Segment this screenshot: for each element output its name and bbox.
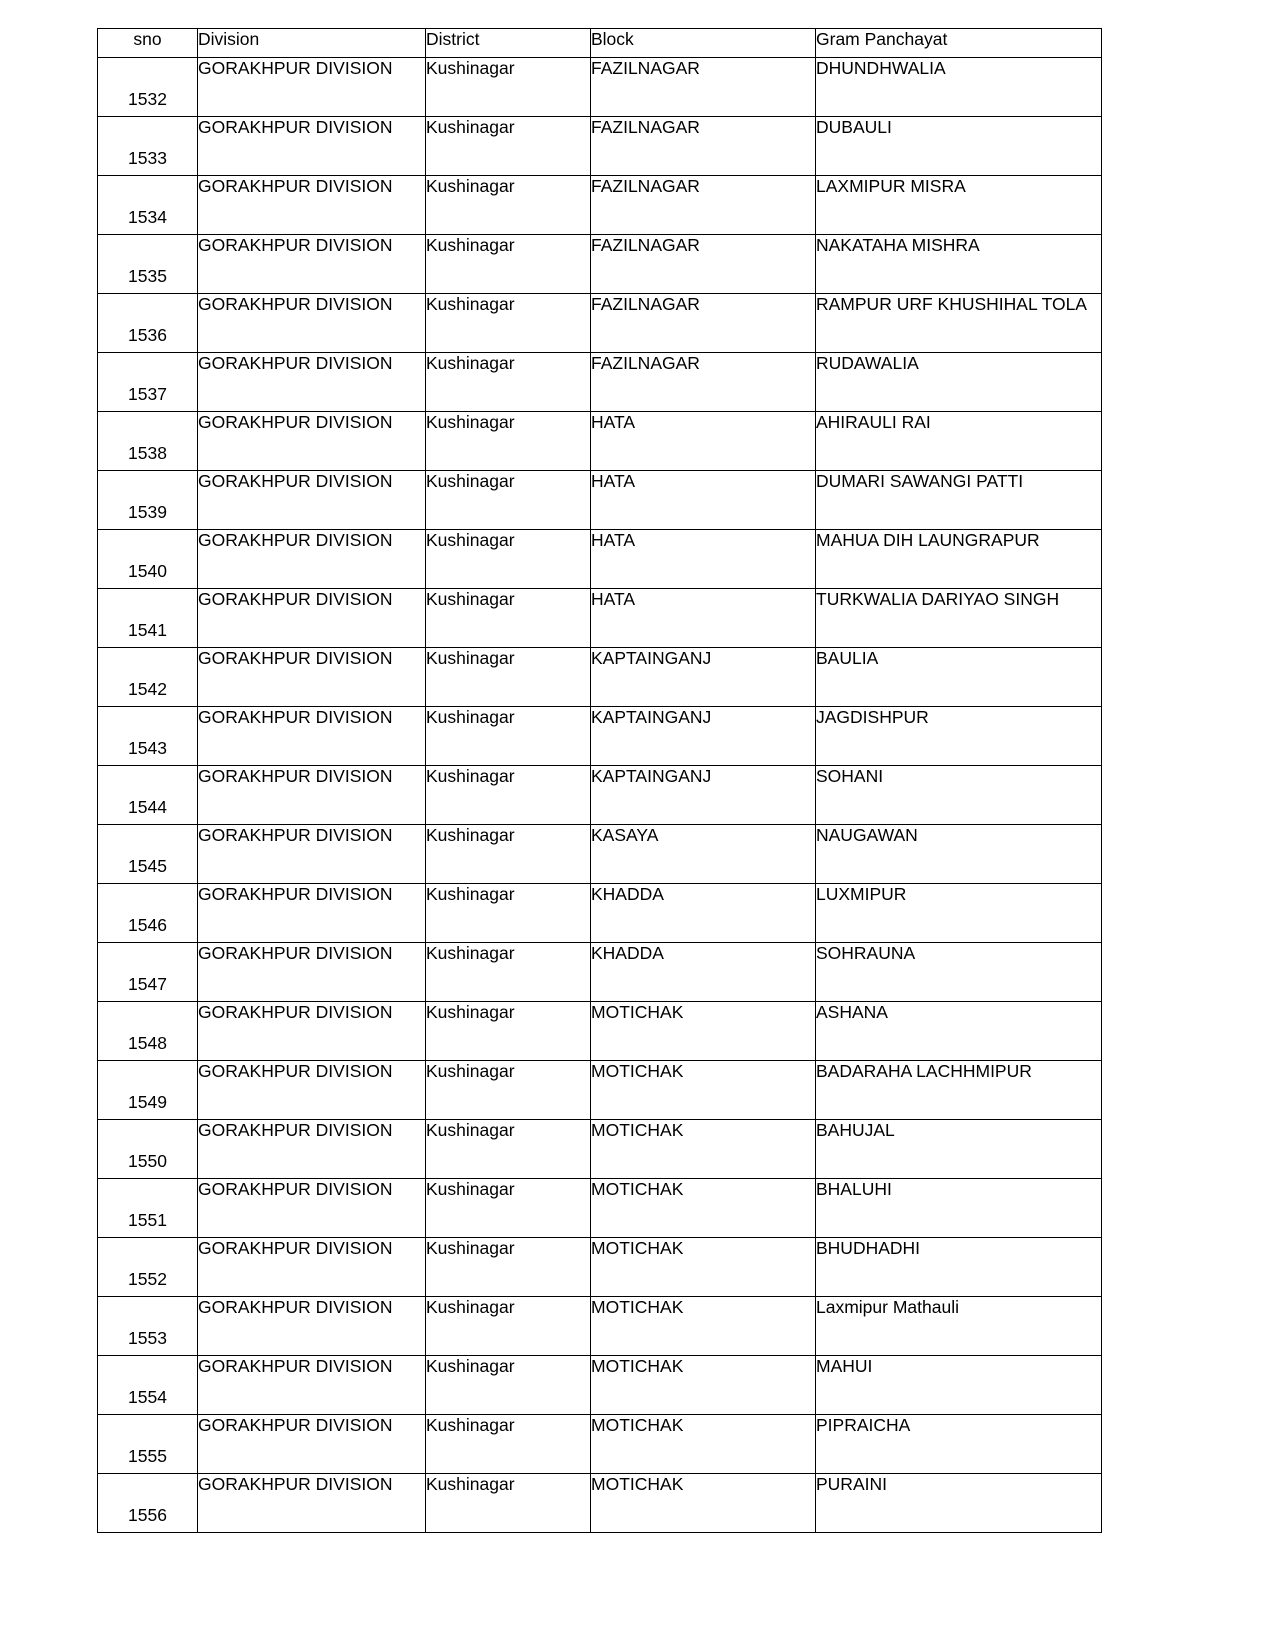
cell-district-text: Kushinagar xyxy=(426,58,515,78)
table-header-row xyxy=(98,29,1102,58)
cell-division-text: GORAKHPUR DIVISION xyxy=(198,117,393,137)
cell-gram-panchayat xyxy=(816,1179,1102,1238)
cell-district xyxy=(426,1415,591,1474)
cell-gram-panchayat-text: AHIRAULI RAI xyxy=(816,412,931,432)
table-row xyxy=(98,1179,1102,1238)
cell-division xyxy=(198,1061,426,1120)
cell-gram-panchayat xyxy=(816,648,1102,707)
cell-division xyxy=(198,589,426,648)
cell-district-text: Kushinagar xyxy=(426,1238,515,1258)
cell-block xyxy=(591,884,816,943)
cell-district xyxy=(426,294,591,353)
cell-division-text: GORAKHPUR DIVISION xyxy=(198,589,393,609)
cell-district-text: Kushinagar xyxy=(426,943,515,963)
cell-district xyxy=(426,471,591,530)
cell-block-text: KAPTAINGANJ xyxy=(591,648,712,668)
cell-division xyxy=(198,353,426,412)
cell-sno: 1535 xyxy=(98,235,198,294)
cell-division-text: GORAKHPUR DIVISION xyxy=(198,1297,393,1317)
cell-district-text: Kushinagar xyxy=(426,1002,515,1022)
cell-division-text: GORAKHPUR DIVISION xyxy=(198,412,393,432)
cell-block xyxy=(591,58,816,117)
cell-division-text: GORAKHPUR DIVISION xyxy=(198,1179,393,1199)
table-row xyxy=(98,1297,1102,1356)
cell-block xyxy=(591,353,816,412)
cell-district-text: Kushinagar xyxy=(426,589,515,609)
cell-district xyxy=(426,766,591,825)
table-row xyxy=(98,884,1102,943)
cell-gram-panchayat-text: RAMPUR URF KHUSHIHAL TOLA xyxy=(816,294,1087,314)
cell-gram-panchayat xyxy=(816,589,1102,648)
cell-district xyxy=(426,530,591,589)
cell-sno: 1546 xyxy=(98,884,198,943)
cell-division-text: GORAKHPUR DIVISION xyxy=(198,58,393,78)
cell-block xyxy=(591,707,816,766)
cell-gram-panchayat xyxy=(816,1356,1102,1415)
cell-block-text: MOTICHAK xyxy=(591,1356,684,1376)
cell-block xyxy=(591,1415,816,1474)
table-row xyxy=(98,943,1102,1002)
cell-block xyxy=(591,412,816,471)
cell-gram-panchayat-text: RUDAWALIA xyxy=(816,353,919,373)
cell-block-text: FAZILNAGAR xyxy=(591,294,700,314)
cell-gram-panchayat-text: LAXMIPUR MISRA xyxy=(816,176,966,196)
cell-sno: 1543 xyxy=(98,707,198,766)
cell-block-text: HATA xyxy=(591,471,636,491)
cell-gram-panchayat-text: DHUNDHWALIA xyxy=(816,58,946,78)
cell-sno: 1548 xyxy=(98,1002,198,1061)
cell-district xyxy=(426,648,591,707)
cell-division-text: GORAKHPUR DIVISION xyxy=(198,825,393,845)
cell-division xyxy=(198,943,426,1002)
cell-district xyxy=(426,58,591,117)
cell-district xyxy=(426,1179,591,1238)
cell-division-text: GORAKHPUR DIVISION xyxy=(198,471,393,491)
cell-sno: 1553 xyxy=(98,1297,198,1356)
cell-division xyxy=(198,1002,426,1061)
cell-block-text: FAZILNAGAR xyxy=(591,176,700,196)
table-row xyxy=(98,530,1102,589)
cell-gram-panchayat xyxy=(816,412,1102,471)
cell-division-text: GORAKHPUR DIVISION xyxy=(198,648,393,668)
cell-sno: 1547 xyxy=(98,943,198,1002)
cell-division xyxy=(198,471,426,530)
cell-block-text: MOTICHAK xyxy=(591,1002,684,1022)
cell-district-text: Kushinagar xyxy=(426,1179,515,1199)
cell-block-text: FAZILNAGAR xyxy=(591,58,700,78)
cell-gram-panchayat-text: PIPRAICHA xyxy=(816,1415,911,1435)
cell-sno: 1549 xyxy=(98,1061,198,1120)
cell-division xyxy=(198,648,426,707)
cell-block-text: FAZILNAGAR xyxy=(591,353,700,373)
table-row xyxy=(98,1474,1102,1533)
cell-gram-panchayat-text: DUMARI SAWANGI PATTI xyxy=(816,471,1024,491)
cell-block xyxy=(591,1179,816,1238)
cell-sno: 1551 xyxy=(98,1179,198,1238)
cell-block-text: MOTICHAK xyxy=(591,1474,684,1494)
cell-district-text: Kushinagar xyxy=(426,412,515,432)
cell-district xyxy=(426,1297,591,1356)
cell-division xyxy=(198,235,426,294)
cell-gram-panchayat xyxy=(816,766,1102,825)
cell-gram-panchayat xyxy=(816,943,1102,1002)
cell-district xyxy=(426,235,591,294)
cell-block xyxy=(591,589,816,648)
cell-block-text: HATA xyxy=(591,412,636,432)
cell-division xyxy=(198,825,426,884)
cell-gram-panchayat xyxy=(816,294,1102,353)
column-header-sno: sno xyxy=(98,29,198,58)
cell-division-text: GORAKHPUR DIVISION xyxy=(198,707,393,727)
cell-gram-panchayat-text: DUBAULI xyxy=(816,117,892,137)
cell-district xyxy=(426,117,591,176)
cell-block xyxy=(591,1356,816,1415)
cell-gram-panchayat-text: BADARAHA LACHHMIPUR xyxy=(816,1061,1032,1081)
cell-block-text: HATA xyxy=(591,589,636,609)
cell-division xyxy=(198,1415,426,1474)
cell-gram-panchayat xyxy=(816,58,1102,117)
cell-block xyxy=(591,766,816,825)
cell-sno: 1538 xyxy=(98,412,198,471)
cell-sno: 1541 xyxy=(98,589,198,648)
cell-gram-panchayat xyxy=(816,176,1102,235)
table-row xyxy=(98,1002,1102,1061)
cell-block xyxy=(591,176,816,235)
cell-sno: 1555 xyxy=(98,1415,198,1474)
cell-division xyxy=(198,1474,426,1533)
cell-gram-panchayat xyxy=(816,235,1102,294)
cell-block-text: MOTICHAK xyxy=(591,1061,684,1081)
cell-block-text: HATA xyxy=(591,530,636,550)
column-header-gram-panchayat: Gram Panchayat xyxy=(816,29,1102,58)
cell-district-text: Kushinagar xyxy=(426,294,515,314)
cell-district-text: Kushinagar xyxy=(426,825,515,845)
cell-district-text: Kushinagar xyxy=(426,530,515,550)
cell-sno: 1540 xyxy=(98,530,198,589)
table-row xyxy=(98,1061,1102,1120)
cell-sno: 1544 xyxy=(98,766,198,825)
table-row xyxy=(98,1356,1102,1415)
cell-block xyxy=(591,943,816,1002)
cell-district-text: Kushinagar xyxy=(426,471,515,491)
table-row xyxy=(98,1120,1102,1179)
table-row xyxy=(98,1415,1102,1474)
cell-sno: 1534 xyxy=(98,176,198,235)
cell-sno: 1533 xyxy=(98,117,198,176)
cell-sno: 1536 xyxy=(98,294,198,353)
cell-division-text: GORAKHPUR DIVISION xyxy=(198,176,393,196)
cell-block-text: MOTICHAK xyxy=(591,1120,684,1140)
cell-gram-panchayat xyxy=(816,1238,1102,1297)
cell-district xyxy=(426,1120,591,1179)
cell-district-text: Kushinagar xyxy=(426,707,515,727)
cell-division xyxy=(198,707,426,766)
cell-gram-panchayat xyxy=(816,471,1102,530)
cell-division-text: GORAKHPUR DIVISION xyxy=(198,1356,393,1376)
cell-sno: 1537 xyxy=(98,353,198,412)
cell-gram-panchayat-text: BAHUJAL xyxy=(816,1120,895,1140)
column-header-district: District xyxy=(426,29,591,58)
cell-block-text: KHADDA xyxy=(591,884,664,904)
cell-division-text: GORAKHPUR DIVISION xyxy=(198,294,393,314)
cell-sno: 1539 xyxy=(98,471,198,530)
cell-block xyxy=(591,1120,816,1179)
cell-block-text: KASAYA xyxy=(591,825,659,845)
cell-district xyxy=(426,884,591,943)
cell-division xyxy=(198,1356,426,1415)
cell-gram-panchayat-text: NAKATAHA MISHRA xyxy=(816,235,980,255)
cell-gram-panchayat-text: SOHRAUNA xyxy=(816,943,916,963)
cell-district-text: Kushinagar xyxy=(426,1297,515,1317)
cell-district-text: Kushinagar xyxy=(426,1415,515,1435)
cell-gram-panchayat xyxy=(816,1474,1102,1533)
cell-block-text: FAZILNAGAR xyxy=(591,235,700,255)
cell-district xyxy=(426,353,591,412)
cell-gram-panchayat xyxy=(816,530,1102,589)
column-header-block: Block xyxy=(591,29,816,58)
cell-division xyxy=(198,1179,426,1238)
cell-block xyxy=(591,825,816,884)
table-row xyxy=(98,353,1102,412)
cell-division xyxy=(198,530,426,589)
cell-sno: 1545 xyxy=(98,825,198,884)
cell-division-text: GORAKHPUR DIVISION xyxy=(198,1415,393,1435)
cell-gram-panchayat-text: ASHANA xyxy=(816,1002,888,1022)
cell-gram-panchayat xyxy=(816,1415,1102,1474)
cell-division xyxy=(198,1297,426,1356)
cell-gram-panchayat xyxy=(816,1061,1102,1120)
cell-district xyxy=(426,412,591,471)
cell-division-text: GORAKHPUR DIVISION xyxy=(198,943,393,963)
column-header-division: Division xyxy=(198,29,426,58)
cell-division xyxy=(198,176,426,235)
cell-gram-panchayat-text: NAUGAWAN xyxy=(816,825,918,845)
table-row xyxy=(98,589,1102,648)
cell-district xyxy=(426,943,591,1002)
table-row xyxy=(98,471,1102,530)
table-row xyxy=(98,58,1102,117)
table-row xyxy=(98,117,1102,176)
cell-gram-panchayat xyxy=(816,1002,1102,1061)
cell-gram-panchayat-text: JAGDISHPUR xyxy=(816,707,929,727)
cell-block-text: FAZILNAGAR xyxy=(591,117,700,137)
table-row xyxy=(98,176,1102,235)
cell-block xyxy=(591,471,816,530)
cell-block xyxy=(591,1297,816,1356)
table-row xyxy=(98,825,1102,884)
cell-gram-panchayat-text: TURKWALIA DARIYAO SINGH xyxy=(816,589,1060,609)
cell-sno: 1556 xyxy=(98,1474,198,1533)
cell-division-text: GORAKHPUR DIVISION xyxy=(198,1061,393,1081)
cell-district xyxy=(426,1356,591,1415)
cell-division xyxy=(198,412,426,471)
cell-division-text: GORAKHPUR DIVISION xyxy=(198,884,393,904)
cell-district-text: Kushinagar xyxy=(426,353,515,373)
cell-block-text: MOTICHAK xyxy=(591,1238,684,1258)
cell-block-text: MOTICHAK xyxy=(591,1297,684,1317)
cell-district-text: Kushinagar xyxy=(426,1061,515,1081)
table-body xyxy=(98,58,1102,1533)
cell-division xyxy=(198,1120,426,1179)
cell-division xyxy=(198,58,426,117)
cell-gram-panchayat-text: MAHUA DIH LAUNGRAPUR xyxy=(816,530,1040,550)
cell-district-text: Kushinagar xyxy=(426,235,515,255)
cell-sno: 1532 xyxy=(98,58,198,117)
cell-gram-panchayat xyxy=(816,1120,1102,1179)
table-row xyxy=(98,766,1102,825)
cell-district xyxy=(426,1474,591,1533)
cell-district-text: Kushinagar xyxy=(426,176,515,196)
table-row xyxy=(98,235,1102,294)
table-row xyxy=(98,294,1102,353)
cell-district xyxy=(426,1061,591,1120)
cell-gram-panchayat xyxy=(816,825,1102,884)
cell-district xyxy=(426,589,591,648)
cell-district-text: Kushinagar xyxy=(426,884,515,904)
cell-gram-panchayat xyxy=(816,353,1102,412)
cell-gram-panchayat-text: MAHUI xyxy=(816,1356,873,1376)
cell-division-text: GORAKHPUR DIVISION xyxy=(198,1474,393,1494)
cell-division xyxy=(198,766,426,825)
cell-block xyxy=(591,530,816,589)
cell-block xyxy=(591,1474,816,1533)
cell-division xyxy=(198,884,426,943)
table-row xyxy=(98,1238,1102,1297)
table-row xyxy=(98,648,1102,707)
cell-block xyxy=(591,294,816,353)
cell-district xyxy=(426,1002,591,1061)
cell-district-text: Kushinagar xyxy=(426,1356,515,1376)
cell-sno: 1554 xyxy=(98,1356,198,1415)
cell-district-text: Kushinagar xyxy=(426,648,515,668)
cell-block xyxy=(591,235,816,294)
cell-district xyxy=(426,1238,591,1297)
cell-block xyxy=(591,1002,816,1061)
cell-block-text: KHADDA xyxy=(591,943,664,963)
cell-block xyxy=(591,1238,816,1297)
cell-gram-panchayat-text: BAULIA xyxy=(816,648,879,668)
gram-panchayat-table xyxy=(97,28,1102,1533)
cell-gram-panchayat-text: PURAINI xyxy=(816,1474,887,1494)
cell-district-text: Kushinagar xyxy=(426,117,515,137)
cell-district xyxy=(426,825,591,884)
cell-division-text: GORAKHPUR DIVISION xyxy=(198,766,393,786)
cell-district-text: Kushinagar xyxy=(426,1474,515,1494)
cell-gram-panchayat-text: BHUDHADHI xyxy=(816,1238,921,1258)
cell-division xyxy=(198,1238,426,1297)
table-header xyxy=(98,29,1102,58)
cell-division-text: GORAKHPUR DIVISION xyxy=(198,1238,393,1258)
cell-gram-panchayat xyxy=(816,1297,1102,1356)
cell-division-text: GORAKHPUR DIVISION xyxy=(198,1002,393,1022)
cell-block xyxy=(591,117,816,176)
table-row xyxy=(98,707,1102,766)
cell-gram-panchayat-text: Laxmipur Mathauli xyxy=(816,1297,959,1317)
cell-block xyxy=(591,1061,816,1120)
cell-division xyxy=(198,294,426,353)
cell-gram-panchayat-text: LUXMIPUR xyxy=(816,884,907,904)
cell-gram-panchayat xyxy=(816,707,1102,766)
cell-division-text: GORAKHPUR DIVISION xyxy=(198,235,393,255)
cell-division-text: GORAKHPUR DIVISION xyxy=(198,353,393,373)
cell-district-text: Kushinagar xyxy=(426,1120,515,1140)
cell-district xyxy=(426,707,591,766)
cell-division xyxy=(198,117,426,176)
cell-block-text: KAPTAINGANJ xyxy=(591,766,712,786)
cell-block-text: MOTICHAK xyxy=(591,1179,684,1199)
cell-gram-panchayat-text: BHALUHI xyxy=(816,1179,892,1199)
cell-gram-panchayat xyxy=(816,884,1102,943)
cell-district xyxy=(426,176,591,235)
gram-panchayat-table-container xyxy=(97,28,1101,1533)
cell-sno: 1550 xyxy=(98,1120,198,1179)
cell-sno: 1552 xyxy=(98,1238,198,1297)
cell-division-text: GORAKHPUR DIVISION xyxy=(198,1120,393,1140)
cell-block xyxy=(591,648,816,707)
cell-district-text: Kushinagar xyxy=(426,766,515,786)
table-row xyxy=(98,412,1102,471)
cell-sno: 1542 xyxy=(98,648,198,707)
cell-gram-panchayat-text: SOHANI xyxy=(816,766,884,786)
cell-block-text: KAPTAINGANJ xyxy=(591,707,712,727)
cell-division-text: GORAKHPUR DIVISION xyxy=(198,530,393,550)
cell-gram-panchayat xyxy=(816,117,1102,176)
cell-block-text: MOTICHAK xyxy=(591,1415,684,1435)
